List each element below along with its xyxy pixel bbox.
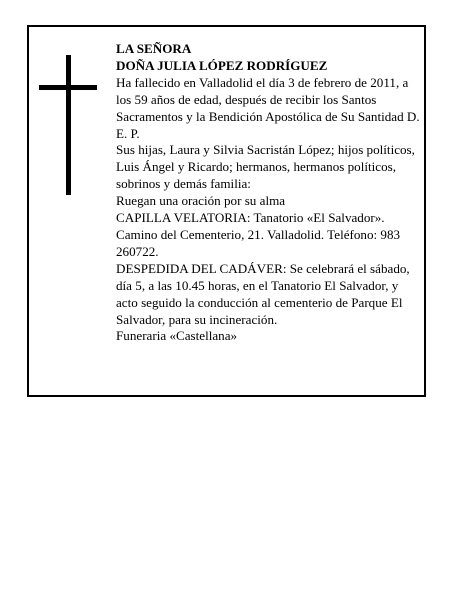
obituary-notice [27,25,426,397]
cross-vertical-bar [66,55,71,195]
deceased-name: DOÑA JULIA LÓPEZ RODRÍGUEZ [116,57,328,73]
notice-heading: LA SEÑORA [116,41,192,56]
chapel-info: CAPILLA VELATORIA: Tanatorio «El Salvador». Camino del Cementerio, 21. Valladolid. Teléfono: 983 260722. [116,210,401,259]
family-list: Sus hijas, Laura y Silvia Sacristán López; hijos políticos, Luis Ángel y Ricardo; hermanos, hermanos políticos, sobrinos y demás familia: [116,142,415,192]
prayer-request: Ruegan una oración por su alma [116,193,286,209]
notice-text [116,41,422,345]
funeral-home: Funeraria «Castellana» [116,328,238,344]
death-announcement: Ha fallecido en Valladolid el día 3 de febrero de 2011, a los 59 años de edad, después de recibir los Santos Sacramentos y la Bendición Apostólica de Su Santidad D. E. P. [116,74,420,141]
farewell-info: DESPEDIDA DEL CADÁVER: Se celebrará el sábado, día 5, a las 10.45 horas, en el Tanatorio El Salvador, y acto seguido la conducción al cementerio de Parque El Salvador, para su incineración. [116,260,410,327]
cross-horizontal-bar [39,85,97,90]
